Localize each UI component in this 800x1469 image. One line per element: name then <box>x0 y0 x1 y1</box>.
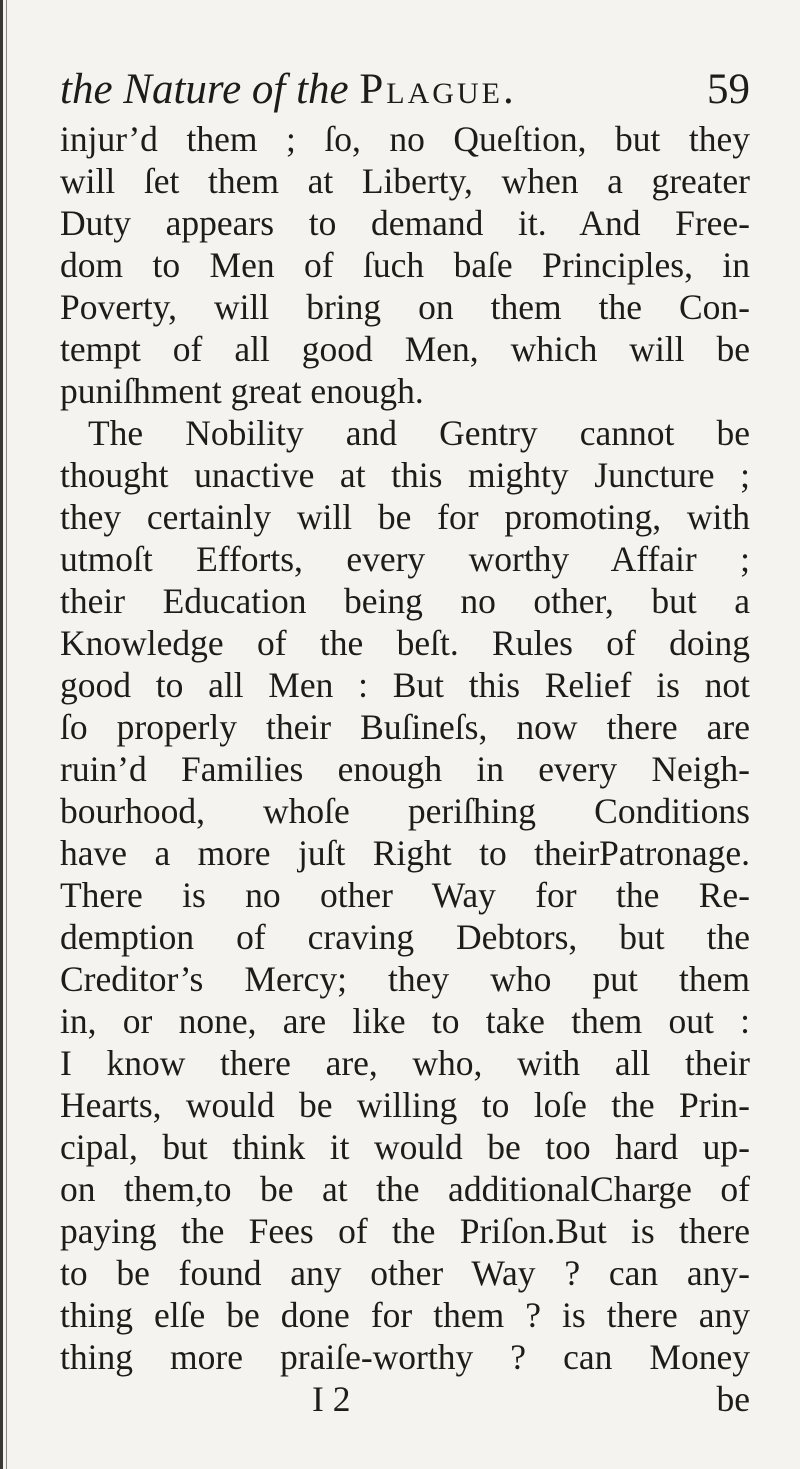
text-line: will ſet them at Liberty, when a greater <box>60 161 750 201</box>
text-line: thing elſe be done for them ? is there any <box>60 1295 750 1335</box>
header-title-word: of the <box>251 66 349 113</box>
text-line: puniſhment great enough. <box>60 371 424 411</box>
text-line: in, or none, are like to take them out : <box>60 1001 750 1041</box>
text-line: Creditor’s Mercy; they who put them <box>60 959 750 999</box>
page-number: 59 <box>707 66 750 113</box>
text-line: There is no other Way for the Re- <box>60 875 750 915</box>
text-line: thing more praiſe-worthy ? can Money <box>60 1337 750 1377</box>
catchword: be <box>716 1379 750 1419</box>
text-line: Duty appears to demand it. And Free- <box>60 203 750 243</box>
text-line: ruin’d Families enough in every Neigh- <box>60 749 750 789</box>
text-line: tempt of all good Men, which will be <box>60 329 750 369</box>
text-line: demption of craving Debtors, but the <box>60 917 750 957</box>
text-line: to be found any other Way ? can any- <box>60 1253 750 1293</box>
text-line: they certainly will be for promoting, with <box>60 497 750 537</box>
text-line: on them,to be at the additionalCharge of <box>60 1169 750 1209</box>
page-edge <box>0 0 3 1469</box>
text-line: their Education being no other, but a <box>60 581 750 621</box>
text-line: injur’d them ; ſo, no Queſtion, but they <box>60 119 750 159</box>
header-title-word: the <box>60 66 113 113</box>
text-line: Knowledge of the beſt. Rules of doing <box>60 623 750 663</box>
text-line: good to all Men : But this Relief is not <box>60 665 750 705</box>
header-title-word: Nature <box>123 66 242 113</box>
text-line: Poverty, will bring on them the Con- <box>60 287 750 327</box>
text-line: have a more juſt Right to theirPatronage. <box>60 833 750 873</box>
text-line: ſo properly their Buſineſs, now there are <box>60 707 750 747</box>
page-edge-line <box>6 0 7 1469</box>
running-header <box>60 62 750 118</box>
text-line: I know there are, who, with all their <box>60 1043 750 1083</box>
text-line: cipal, but think it would be too hard up- <box>60 1127 750 1167</box>
header-title-caps: Plague. <box>359 66 517 113</box>
text-line: bourhood, whoſe periſhing Conditions <box>60 791 750 831</box>
signature-mark: I 2 <box>312 1379 351 1419</box>
text-line: paying the Fees of the Priſon.But is there <box>60 1211 750 1251</box>
text-line: dom to Men of ſuch baſe Principles, in <box>60 245 750 285</box>
body-text <box>60 118 750 1420</box>
text-line: The Nobility and Gentry cannot be <box>88 413 750 453</box>
text-line: utmoſt Efforts, every worthy Affair ; <box>60 539 750 579</box>
signature-line <box>60 1378 750 1420</box>
text-line: Hearts, would be willing to loſe the Prin- <box>60 1085 750 1125</box>
text-line: thought unactive at this mighty Juncture ; <box>60 455 750 495</box>
